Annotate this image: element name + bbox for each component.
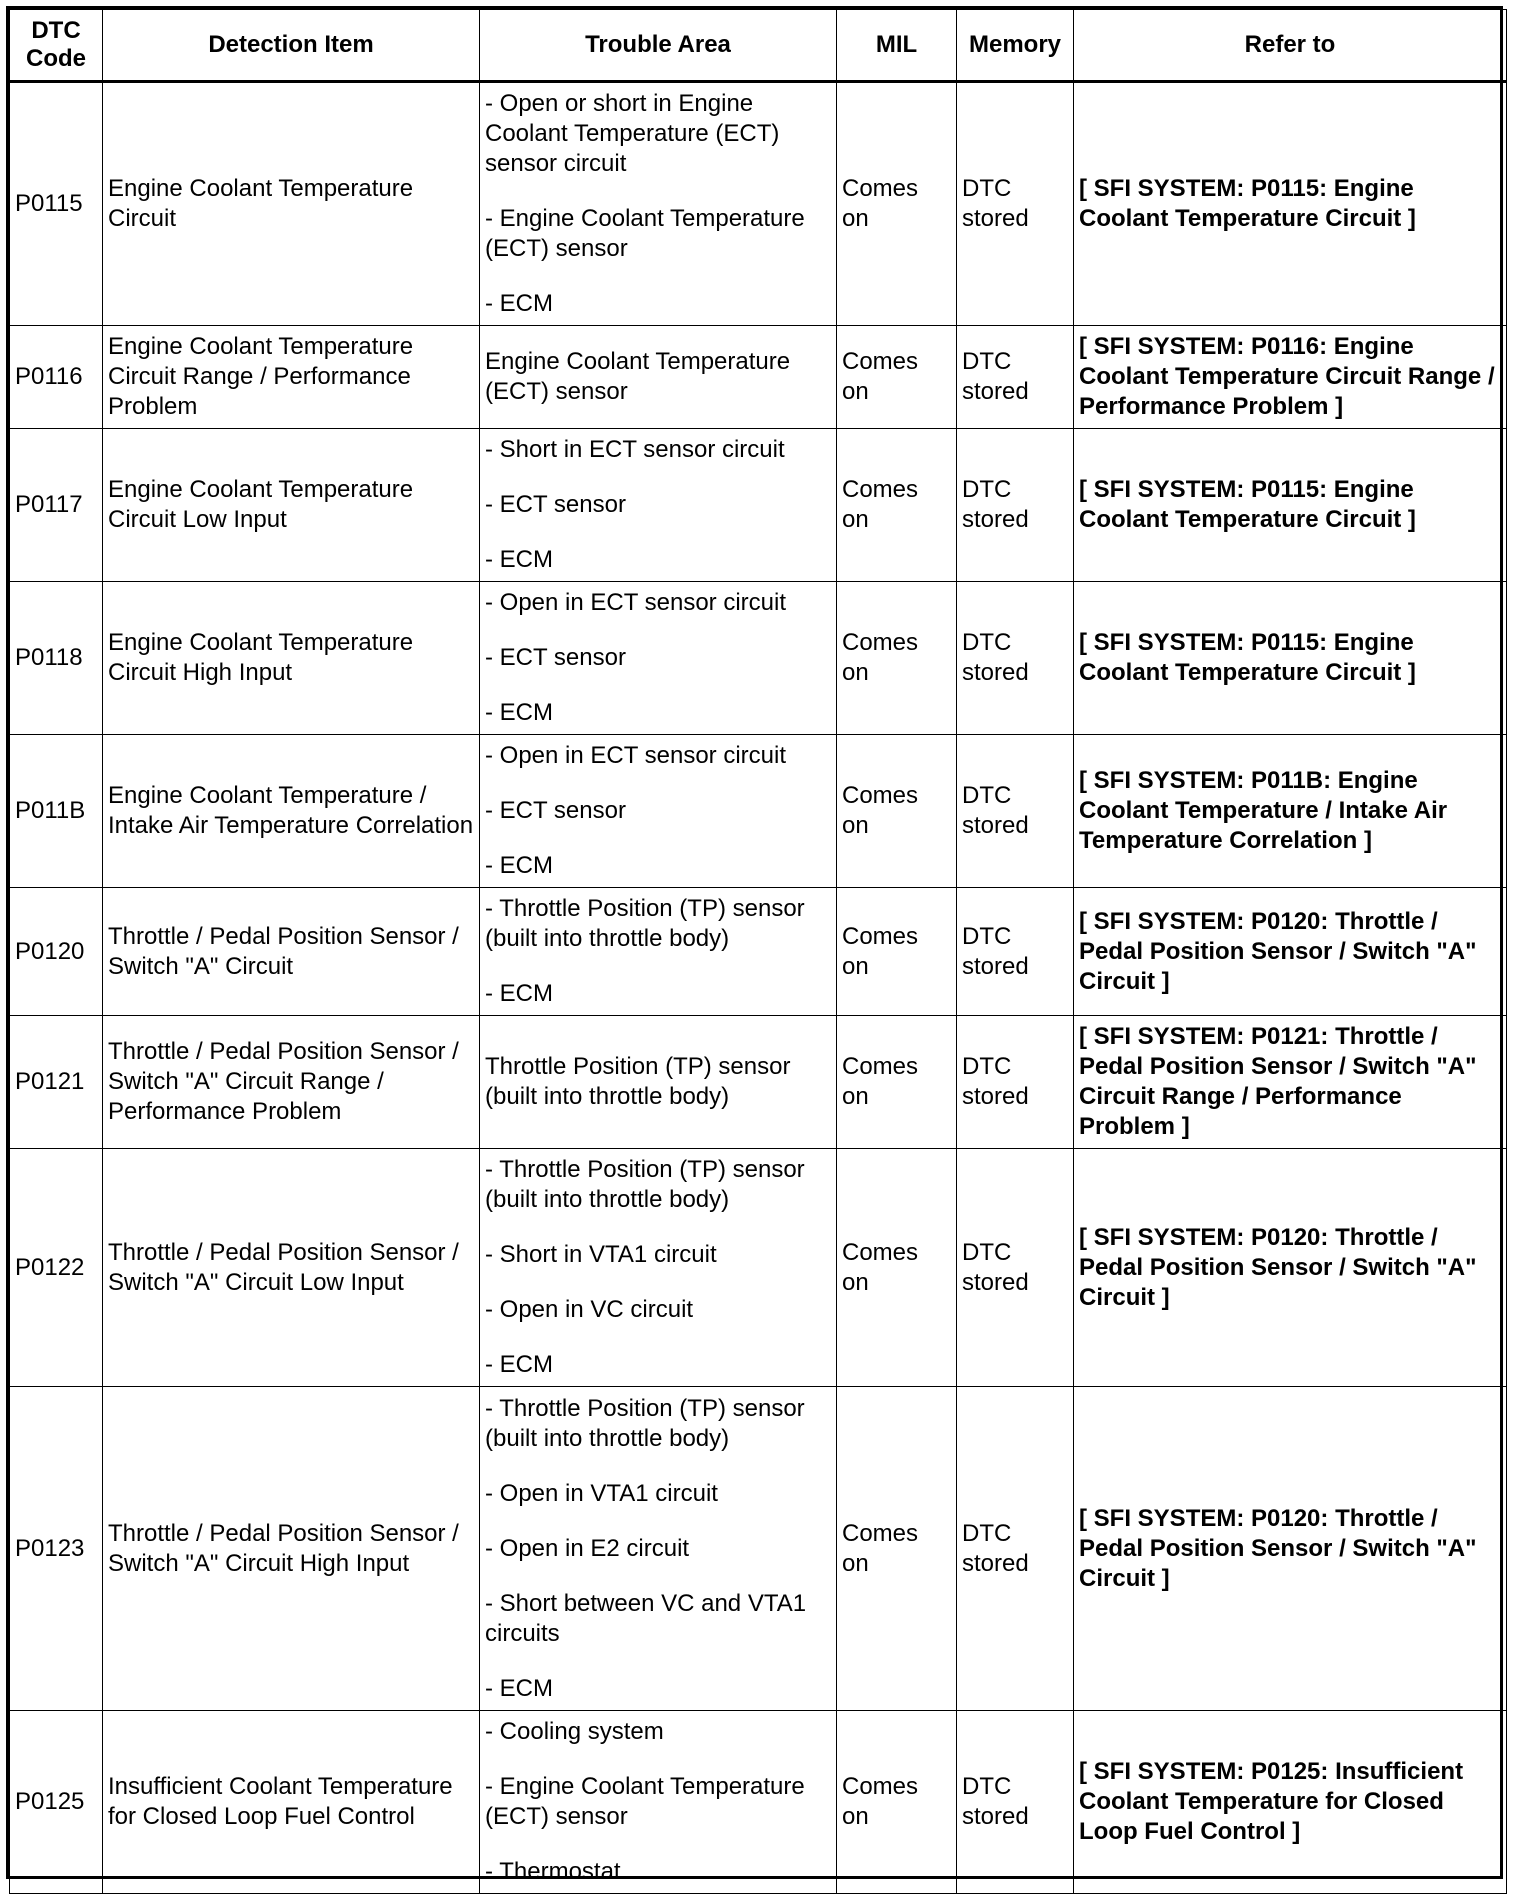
header-row bbox=[10, 10, 1507, 82]
refer-to-cell: [ SFI SYSTEM: P011B: Engine Coolant Temperature / Intake Air Temperature Correlation ] bbox=[1074, 735, 1507, 888]
dtc-code-cell: P0120 bbox=[10, 888, 103, 1016]
refer-to-cell: [ SFI SYSTEM: P0125: Insufficient Coolant Temperature for Closed Loop Fuel Control ] bbox=[1074, 1711, 1507, 1894]
mil-cell: Comes on bbox=[837, 1016, 957, 1149]
mil-cell: Comes on bbox=[837, 735, 957, 888]
memory-cell: DTC stored bbox=[957, 582, 1074, 735]
refer-to-cell: [ SFI SYSTEM: P0115: Engine Coolant Temperature Circuit ] bbox=[1074, 82, 1507, 326]
trouble-area-item: - Thermostat bbox=[485, 1858, 621, 1885]
refer-to-cell: [ SFI SYSTEM: P0121: Throttle / Pedal Position Sensor / Switch "A" Circuit Range / Performance Problem ] bbox=[1074, 1016, 1507, 1149]
table-row bbox=[10, 582, 1507, 735]
trouble-area-item: - Engine Coolant Temperature (ECT) sensor bbox=[485, 205, 805, 262]
detection-item-cell: Engine Coolant Temperature Circuit bbox=[103, 82, 480, 326]
trouble-area-cell bbox=[480, 888, 837, 1016]
header-refer-to: Refer to bbox=[1074, 10, 1507, 82]
trouble-area-item: - Throttle Position (TP) sensor (built into throttle body) bbox=[485, 1394, 805, 1452]
memory-cell: DTC stored bbox=[957, 82, 1074, 326]
table-body bbox=[10, 82, 1507, 1894]
refer-to-cell: [ SFI SYSTEM: P0116: Engine Coolant Temperature Circuit Range / Performance Problem ] bbox=[1074, 326, 1507, 429]
trouble-area-cell bbox=[480, 82, 837, 326]
memory-cell: DTC stored bbox=[957, 1016, 1074, 1149]
table-row bbox=[10, 1711, 1507, 1894]
trouble-area-item: - ECT sensor bbox=[485, 644, 626, 671]
trouble-area-item: Engine Coolant Temperature (ECT) sensor bbox=[485, 348, 791, 405]
mil-cell: Comes on bbox=[837, 1149, 957, 1387]
trouble-area-cell bbox=[480, 1387, 837, 1711]
detection-item-cell: Engine Coolant Temperature Circuit High Input bbox=[103, 582, 480, 735]
dtc-code-cell: P0122 bbox=[10, 1149, 103, 1387]
dtc-table bbox=[9, 9, 1507, 1894]
trouble-area-item: - ECM bbox=[485, 1351, 553, 1378]
header-detection-item: Detection Item bbox=[103, 10, 480, 82]
trouble-area-item: - ECM bbox=[485, 699, 553, 726]
dtc-table-frame bbox=[6, 6, 1503, 1885]
table-row bbox=[10, 888, 1507, 1016]
trouble-area-item: - ECM bbox=[485, 980, 553, 1007]
memory-cell: DTC stored bbox=[957, 888, 1074, 1016]
trouble-area-cell bbox=[480, 735, 837, 888]
trouble-area-item: - ECT sensor bbox=[485, 491, 626, 518]
dtc-code-cell: P0125 bbox=[10, 1711, 103, 1894]
detection-item-cell: Throttle / Pedal Position Sensor / Switch "A" Circuit Low Input bbox=[103, 1149, 480, 1387]
refer-to-cell: [ SFI SYSTEM: P0120: Throttle / Pedal Position Sensor / Switch "A" Circuit ] bbox=[1074, 1149, 1507, 1387]
mil-cell: Comes on bbox=[837, 429, 957, 582]
trouble-area-item: - ECT sensor bbox=[485, 797, 626, 824]
trouble-area-cell bbox=[480, 326, 837, 429]
dtc-code-cell: P0123 bbox=[10, 1387, 103, 1711]
dtc-code-cell: P0121 bbox=[10, 1016, 103, 1149]
trouble-area-item: - Short between VC and VTA1 circuits bbox=[485, 1589, 807, 1647]
trouble-area-item: - ECM bbox=[485, 546, 553, 573]
trouble-area-item: - Throttle Position (TP) sensor (built into throttle body) bbox=[485, 895, 805, 952]
trouble-area-item: - ECM bbox=[485, 290, 553, 317]
detection-item-cell: Throttle / Pedal Position Sensor / Switch "A" Circuit bbox=[103, 888, 480, 1016]
detection-item-cell: Engine Coolant Temperature / Intake Air Temperature Correlation bbox=[103, 735, 480, 888]
header-mil: MIL bbox=[837, 10, 957, 82]
mil-cell: Comes on bbox=[837, 1711, 957, 1894]
trouble-area-cell bbox=[480, 1149, 837, 1387]
mil-cell: Comes on bbox=[837, 82, 957, 326]
header-memory: Memory bbox=[957, 10, 1074, 82]
trouble-area-item: - Short in ECT sensor circuit bbox=[485, 436, 785, 463]
detection-item-cell: Engine Coolant Temperature Circuit Low Input bbox=[103, 429, 480, 582]
table-row bbox=[10, 1016, 1507, 1149]
header-dtc-code: DTC Code bbox=[10, 10, 103, 82]
memory-cell: DTC stored bbox=[957, 1711, 1074, 1894]
trouble-area-item: - Open in ECT sensor circuit bbox=[485, 742, 786, 769]
trouble-area-item: - ECM bbox=[485, 852, 553, 879]
trouble-area-item: - Throttle Position (TP) sensor (built into throttle body) bbox=[485, 1156, 805, 1213]
mil-cell: Comes on bbox=[837, 326, 957, 429]
refer-to-cell: [ SFI SYSTEM: P0115: Engine Coolant Temperature Circuit ] bbox=[1074, 429, 1507, 582]
trouble-area-item: - Open or short in Engine Coolant Temperature (ECT) sensor circuit bbox=[485, 90, 780, 177]
trouble-area-item: - Open in ECT sensor circuit bbox=[485, 589, 786, 616]
trouble-area-item: - Short in VTA1 circuit bbox=[485, 1241, 717, 1268]
table-row bbox=[10, 735, 1507, 888]
table-row bbox=[10, 1149, 1507, 1387]
memory-cell: DTC stored bbox=[957, 429, 1074, 582]
refer-to-cell: [ SFI SYSTEM: P0115: Engine Coolant Temperature Circuit ] bbox=[1074, 582, 1507, 735]
table-row bbox=[10, 326, 1507, 429]
dtc-code-cell: P0116 bbox=[10, 326, 103, 429]
trouble-area-cell bbox=[480, 1711, 837, 1894]
trouble-area-item: - ECM bbox=[485, 1674, 553, 1702]
mil-cell: Comes on bbox=[837, 1387, 957, 1711]
refer-to-cell: [ SFI SYSTEM: P0120: Throttle / Pedal Position Sensor / Switch "A" Circuit ] bbox=[1074, 1387, 1507, 1711]
table-row bbox=[10, 429, 1507, 582]
table-row bbox=[10, 1387, 1507, 1711]
trouble-area-cell bbox=[480, 582, 837, 735]
memory-cell: DTC stored bbox=[957, 1387, 1074, 1711]
header-trouble-area: Trouble Area bbox=[480, 10, 837, 82]
memory-cell: DTC stored bbox=[957, 735, 1074, 888]
detection-item-cell: Throttle / Pedal Position Sensor / Switch "A" Circuit Range / Performance Problem bbox=[103, 1016, 480, 1149]
trouble-area-cell bbox=[480, 429, 837, 582]
memory-cell: DTC stored bbox=[957, 1149, 1074, 1387]
detection-item-cell: Insufficient Coolant Temperature for Closed Loop Fuel Control bbox=[103, 1711, 480, 1894]
trouble-area-cell bbox=[480, 1016, 837, 1149]
dtc-code-cell: P0118 bbox=[10, 582, 103, 735]
dtc-code-cell: P0115 bbox=[10, 82, 103, 326]
mil-cell: Comes on bbox=[837, 582, 957, 735]
trouble-area-item: - Open in E2 circuit bbox=[485, 1534, 690, 1562]
trouble-area-item: - Open in VTA1 circuit bbox=[485, 1479, 718, 1507]
dtc-code-cell: P011B bbox=[10, 735, 103, 888]
dtc-code-cell: P0117 bbox=[10, 429, 103, 582]
trouble-area-item: Throttle Position (TP) sensor (built into throttle body) bbox=[485, 1053, 791, 1110]
detection-item-cell: Throttle / Pedal Position Sensor / Switch "A" Circuit High Input bbox=[103, 1387, 480, 1711]
detection-item-cell: Engine Coolant Temperature Circuit Range / Performance Problem bbox=[103, 326, 480, 429]
mil-cell: Comes on bbox=[837, 888, 957, 1016]
trouble-area-item: - Engine Coolant Temperature (ECT) sensor bbox=[485, 1773, 805, 1830]
table-row bbox=[10, 82, 1507, 326]
memory-cell: DTC stored bbox=[957, 326, 1074, 429]
trouble-area-item: - Open in VC circuit bbox=[485, 1296, 694, 1323]
trouble-area-item: - Cooling system bbox=[485, 1718, 664, 1745]
refer-to-cell: [ SFI SYSTEM: P0120: Throttle / Pedal Position Sensor / Switch "A" Circuit ] bbox=[1074, 888, 1507, 1016]
